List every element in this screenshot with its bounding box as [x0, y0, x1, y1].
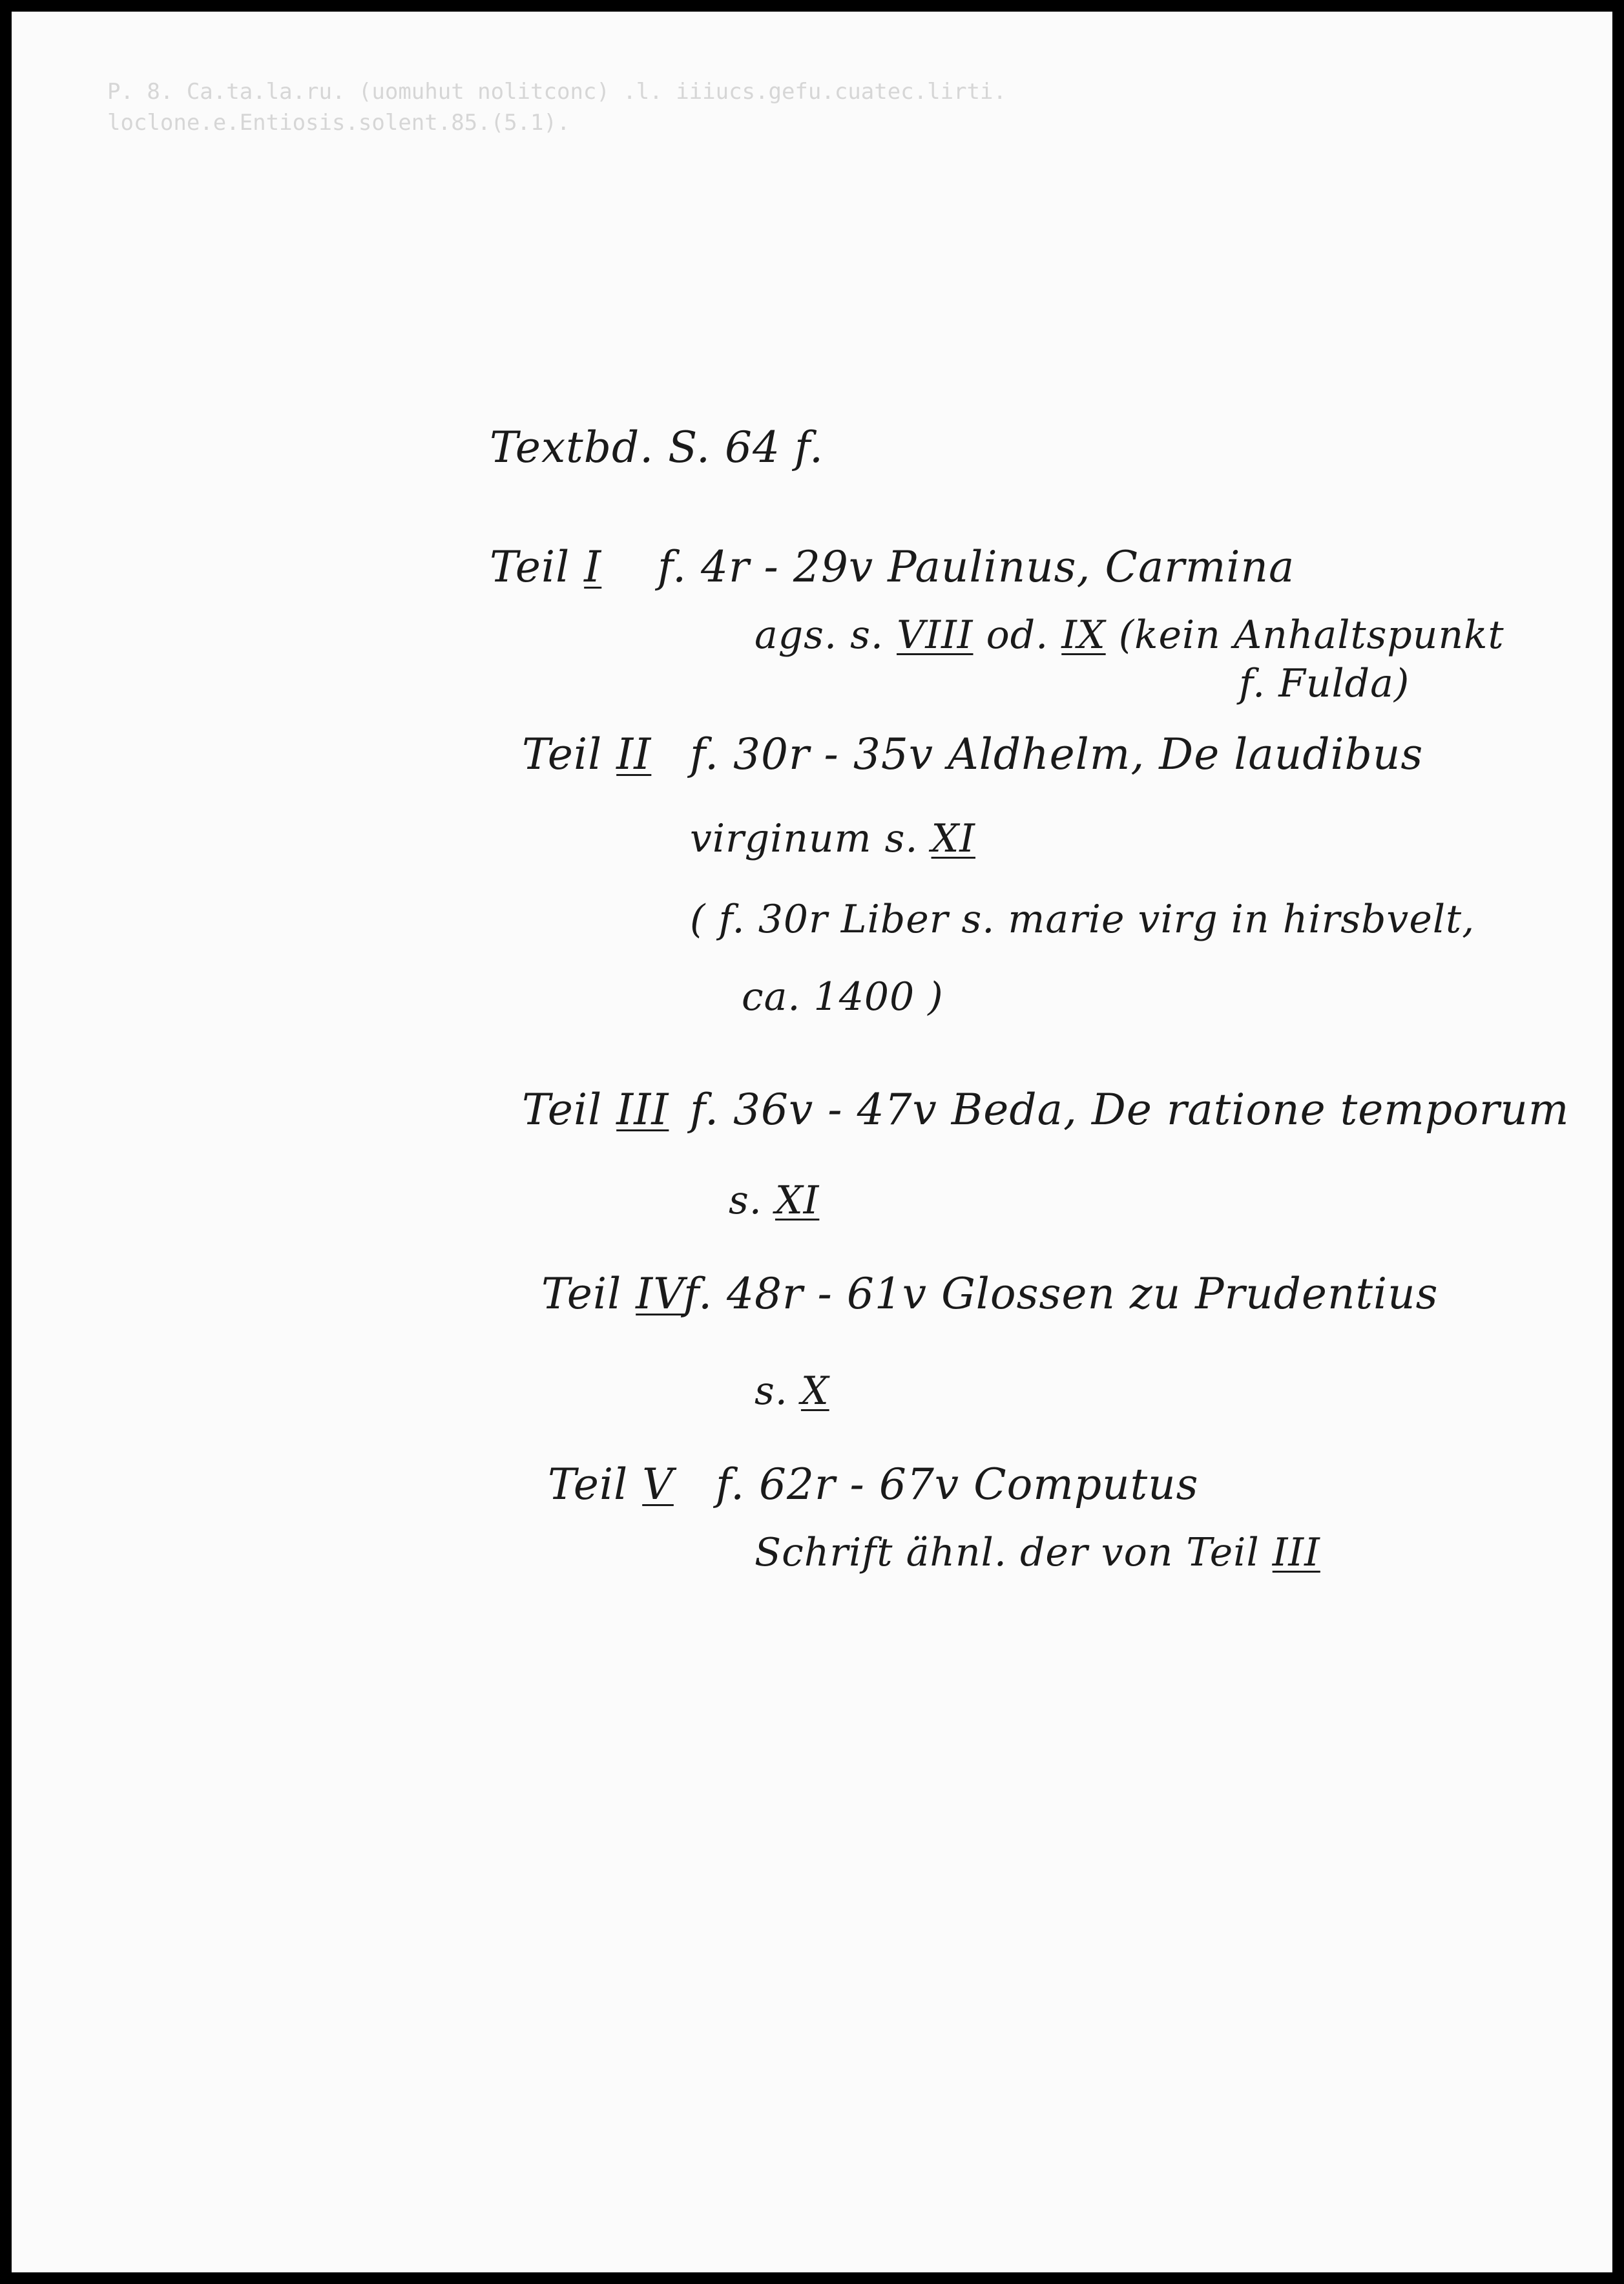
entry-2-label-num: II — [616, 729, 652, 779]
entry-2-line-3: ( f. 30r Liber s. marie virg in hirsbvelt, — [690, 897, 1475, 942]
entry-4-text: f. 48r - 61v Glossen zu Prudentius — [683, 1269, 1439, 1319]
entry-3-text: f. 36v - 47v Beda, De ratione temporum — [690, 1085, 1570, 1135]
entry-3-line-2: s. XI — [729, 1178, 820, 1223]
entry-1-line-3: f. Fulda) — [1239, 661, 1410, 706]
entry-4-line-2: s. X — [755, 1368, 829, 1414]
entry-1-label-num: I — [584, 542, 602, 592]
entry-4-century: X — [800, 1368, 829, 1414]
bleed-through-typed-text — [107, 76, 1006, 138]
entry-1-century-1: VIII — [897, 613, 973, 658]
entry-5-teil-ref: III — [1272, 1530, 1320, 1575]
entry-2-line-4: ca. 1400 ) — [742, 974, 944, 1020]
document-page — [12, 12, 1612, 2272]
entry-1-text: f. 4r - 29v Paulinus, Carmina — [658, 542, 1295, 592]
entry-1-line-1 — [490, 541, 1295, 593]
entry-3-label-num: III — [616, 1085, 669, 1135]
entry-4-label-num: IV — [636, 1269, 685, 1319]
entry-1-line-2: ags. s. VIII od. IX (kein Anhaltspunkt — [755, 613, 1504, 658]
entry-1-label-prefix: Teil — [490, 542, 570, 592]
entry-5-text: f. 62r - 67v Computus — [716, 1460, 1199, 1509]
entry-5-line-2: Schrift ähnl. der von Teil III — [755, 1530, 1320, 1575]
entry-5-label-num: V — [642, 1460, 674, 1509]
entry-5-line-1: Teil V f. 62r - 67v Computus — [548, 1460, 1199, 1509]
bleed-through-line-2: loclone.e.Entiosis.solent.85.(5.1). — [107, 110, 570, 136]
entry-2-century: XI — [931, 816, 975, 861]
entry-2-line-2: virginum s. XI — [690, 816, 975, 861]
note-header: Textbd. S. 64 f. — [490, 423, 824, 472]
entry-2-text: f. 30r - 35v Aldhelm, De laudibus — [690, 729, 1424, 779]
entry-4-line-1: Teil IVf. 48r - 61v Glossen zu Prudentius — [541, 1269, 1439, 1319]
entry-3-century: XI — [775, 1178, 820, 1223]
entry-3-line-1: Teil III f. 36v - 47v Beda, De ratione temporum — [522, 1085, 1570, 1135]
bleed-through-line-1: P. 8. Ca.ta.la.ru. (uomuhut nolitconc) .l. iiiucs.gefu.cuatec.lirti. — [107, 79, 1006, 105]
entry-1-century-2: IX — [1061, 613, 1106, 658]
entry-2-line-1: Teil II f. 30r - 35v Aldhelm, De laudibus — [522, 729, 1424, 779]
